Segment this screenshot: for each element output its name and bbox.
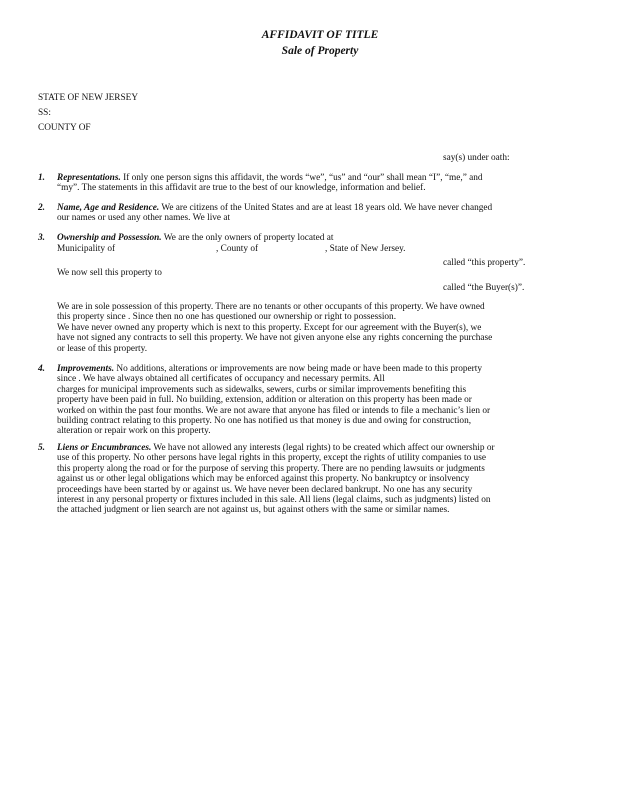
- section-name-age-residence: [57, 203, 609, 224]
- section-line: this property since . Since then no one has questioned our ownership or right to possession.: [57, 312, 397, 323]
- section-line: or lease of this property.: [57, 343, 148, 354]
- section-text: We have not allowed any interests (legal rights) to be created which affect our ownership or: [151, 443, 495, 453]
- section-number: 2.: [38, 203, 45, 213]
- venue-county: COUNTY OF: [38, 123, 91, 133]
- section-line: the attached judgment or lien search are not against us, but against others with the same or similar names.: [57, 505, 450, 516]
- section-liens: [57, 443, 609, 516]
- section-line: against us or other legal obligations which may be enforced against this property. No bankruptcy or insolvency: [57, 474, 470, 485]
- section-line: We are in sole possession of this property. There are no tenants or other occupants of this property. We have owned: [57, 302, 485, 312]
- section-heading: Ownership and Possession.: [57, 233, 162, 243]
- section-heading: Liens or Encumbrances.: [57, 443, 152, 453]
- section-line: our names or used any other names. We live at: [57, 213, 231, 224]
- municipality-label: Municipality of: [57, 244, 116, 254]
- section-line: since . We have always obtained all certificates of occupancy and necessary permits. All: [57, 374, 385, 385]
- state-label: , State of New Jersey.: [325, 244, 406, 254]
- called-buyer: called “the Buyer(s)”.: [443, 283, 525, 293]
- section-line: building contract relating to this property. No one has notified us that money is due and owing for construction,: [57, 416, 472, 427]
- section-line: alteration or repair work on this property.: [57, 426, 211, 437]
- venue-state: STATE OF NEW JERSEY: [38, 93, 139, 103]
- section-number: 5.: [38, 443, 45, 453]
- section-heading: Representations.: [57, 173, 121, 183]
- document-title: AFFIDAVIT OF TITLE: [261, 29, 379, 41]
- section-line: charges for municipal improvements such as sidewalks, sewers, curbs or similar improvements benefiting this: [57, 384, 467, 395]
- section-ownership: [57, 233, 609, 243]
- sell-to-line: We now sell this property to: [57, 268, 162, 278]
- section-number: 4.: [38, 364, 45, 374]
- section-line: proceedings have been started by or against us. We have never been declared bankrupt. No one has any security: [57, 484, 473, 495]
- section-improvements: [57, 364, 609, 437]
- section-text: We are citizens of the United States and are at least 18 years old. We have never changed: [159, 203, 493, 213]
- section-line: We have never owned any property which is next to this property. Except for our agreement with the Buyer(s), we: [57, 322, 482, 333]
- section-line: “my”. The statements in this affidavit are true to the best of our knowledge, information and belief.: [57, 183, 426, 194]
- section-representations: [57, 173, 609, 194]
- section-line: property have been paid in full. No building, extension, addition or alteration on this property has been made or: [57, 395, 472, 406]
- county-label: , County of: [216, 244, 259, 254]
- section-text: We are the only owners of property located at: [161, 233, 334, 243]
- possession-paragraph: [57, 302, 609, 354]
- section-line: this property along the road or for the purpose of serving this property. There are no pending lawsuits or judgments: [57, 463, 485, 474]
- section-text: No additions, alterations or improvements are now being made or have been made to this property: [114, 364, 482, 374]
- venue-ss: SS:: [38, 108, 51, 118]
- section-line: use of this property. No other persons have legal rights in this property, except the rights of utility companies to use: [57, 453, 486, 464]
- section-heading: Name, Age and Residence.: [57, 203, 160, 213]
- section-text: If only one person signs this affidavit, the words “we”, “us” and “our” shall mean “I”, “me,” and: [120, 173, 483, 183]
- section-heading: Improvements.: [57, 364, 115, 374]
- section-number: 3.: [38, 233, 45, 243]
- section-line: interest in any personal property or fixtures included in this sale. All liens (legal claims, such as judgments) listed on: [57, 495, 491, 506]
- document-subtitle: Sale of Property: [281, 45, 359, 57]
- section-line: worked on within the past four months. We are not aware that anyone has filed or intends to file a mechanic’s lien or: [57, 405, 491, 416]
- section-number: 1.: [38, 173, 45, 183]
- called-property: called “this property”.: [443, 258, 526, 268]
- section-line: have not signed any contracts to sell this property. We have not given anyone else any rights concerning the purchase: [57, 333, 493, 344]
- oath-line: say(s) under oath:: [443, 153, 510, 163]
